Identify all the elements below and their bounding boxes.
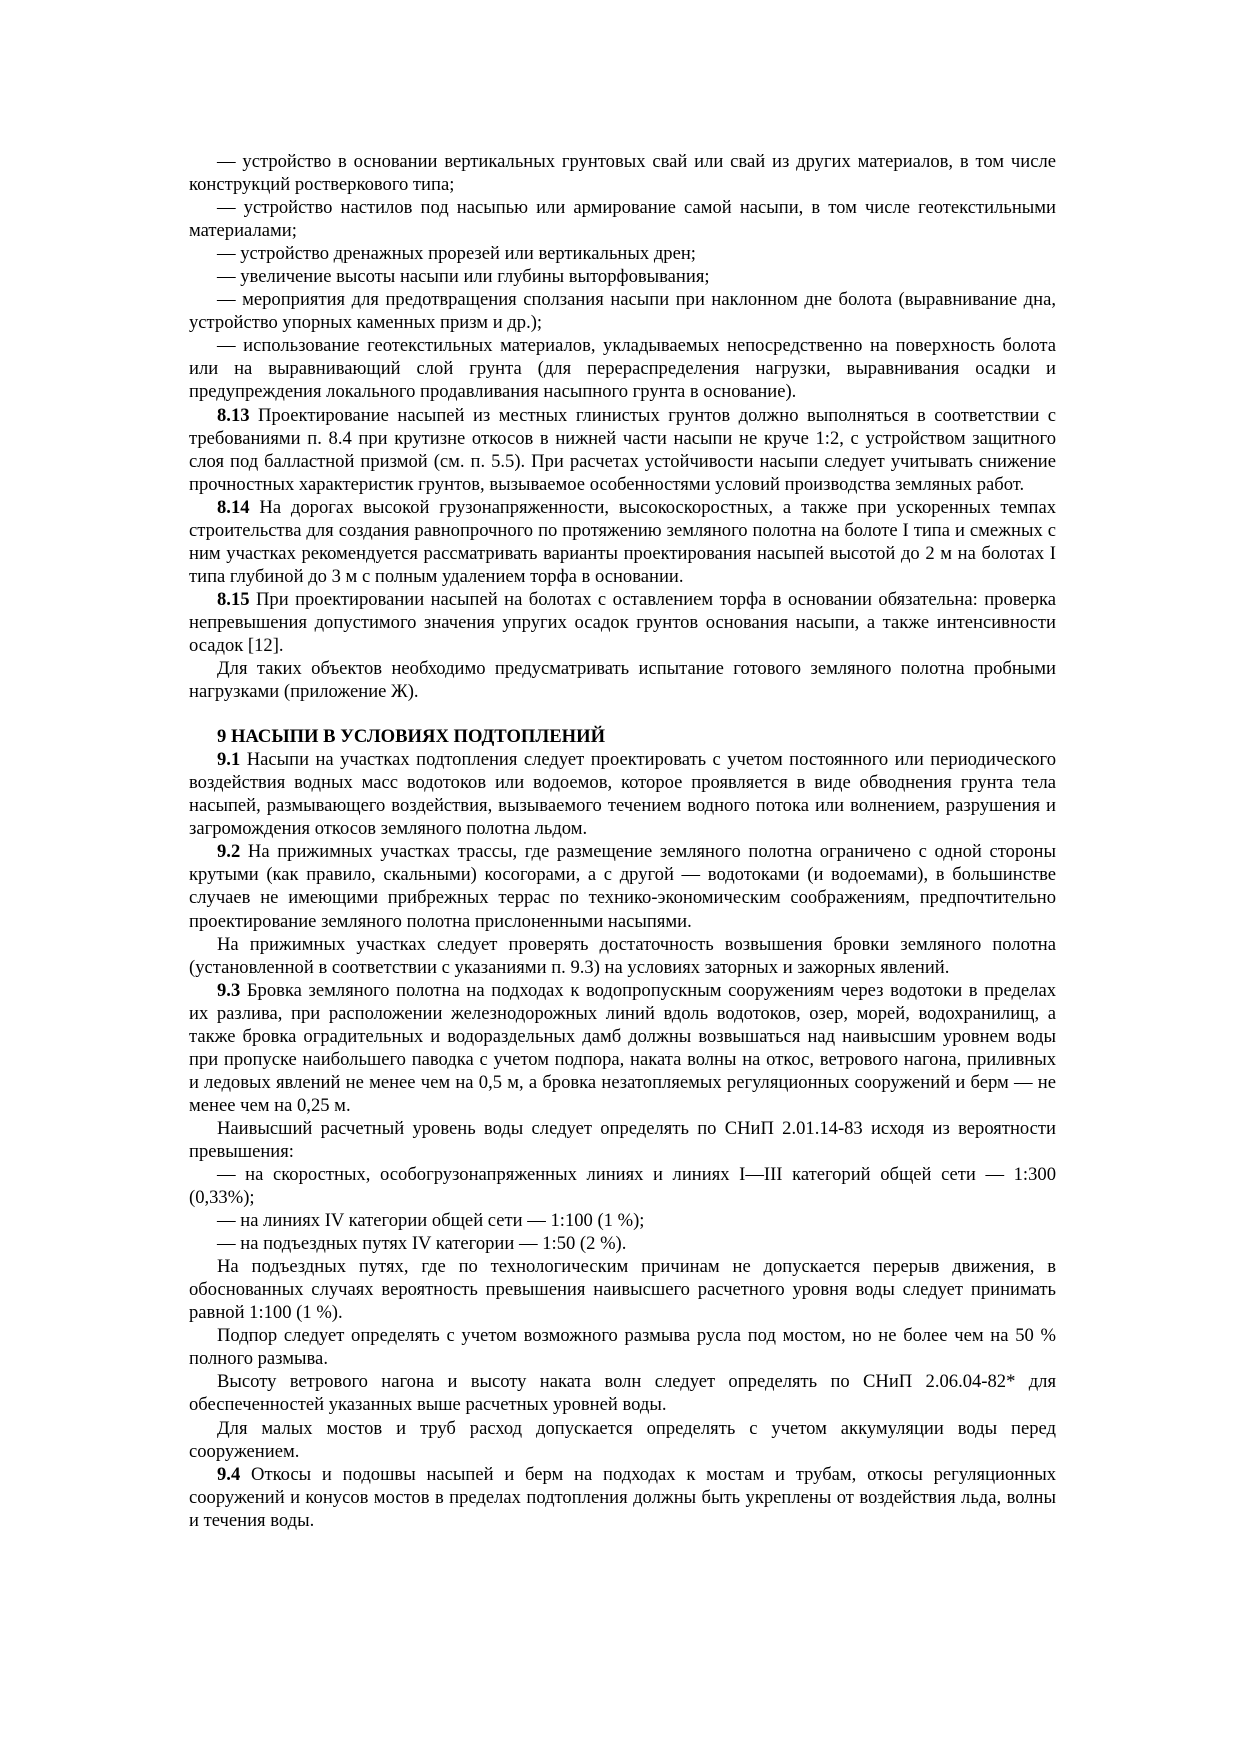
paragraph-9-1 [189,748,1056,840]
paragraph-text: — увеличение высоты насыпи или глубины выторфовывания; [217,266,710,288]
paragraph-text: — на линиях IV категории общей сети — 1:100 (1 %); [217,1210,645,1232]
paragraph-9-4 [189,1463,1056,1532]
paragraph-text: Наивысший расчетный уровень воды следует определять по СНиП 2.01.14-83 исходя из вероятности превышения: [189,1117,1056,1162]
paragraph [189,288,1056,334]
section-heading: 9 НАСЫПИ В УСЛОВИЯХ ПОДТОПЛЕНИЙ [217,726,606,748]
paragraph [189,1255,1056,1324]
paragraph [189,933,1056,979]
paragraph-text: Бровка земляного полотна на подходах к водопропускным сооружениям через водотоки в пределах их разлива, при расположении железнодорожных линий вдоль водотоков, озер, морей, водохранилищ, а также бровка оградительных и водораздельных дамб должны возвышаться над наивысшим уровнем воды при пропуске наибольшего паводка с учетом подпора, наката волны на откос, ветрового нагона, приливных и ледовых явлений не менее чем на 0,5 м, а бровка незатопляемых регуляционных сооружений и берм — не менее чем на 0,25 м. [189,979,1056,1116]
paragraph-text: — устройство дренажных прорезей или вертикальных дрен; [217,243,696,265]
clause-number: 8.14 [217,496,250,518]
paragraph [189,1324,1056,1370]
paragraph [189,334,1056,403]
paragraph [189,150,1056,196]
paragraph-text: На подъездных путях, где по технологическим причинам не допускается перерыв движения, в обоснованных случаях вероятность превышения наивысшего расчетного уровня воды следует принимать равной 1:100 (1 %). [189,1256,1056,1324]
clause-number: 8.13 [217,404,250,426]
paragraph [189,657,1056,703]
clause-number: 9.1 [217,749,241,771]
paragraph [189,1117,1056,1163]
paragraph-text: — устройство в основании вертикальных грунтовых свай или свай из других материалов, в том числе конструкций ростверкового типа; [189,151,1056,196]
paragraph-9-3 [189,979,1056,1117]
paragraph-text: При проектировании насыпей на болотах с оставлением торфа в основании обязательна: проверка непревышения допустимого значения упругих осадок грунтов основания насыпи, а также интенсивности осадок [12]. [189,588,1056,656]
paragraph-text: Проектирование насыпей из местных глинистых грунтов должно выполняться в соответствии с требованиями п. 8.4 при крутизне откосов в нижней части насыпи не круче 1:2, с устройством защитного слоя под балластной призмой (см. п. 5.5). При расчетах устойчивости насыпи следует учитывать снижение прочностных характеристик грунтов, вызываемое особенностями условий производства земляных работ. [189,404,1056,495]
paragraph-text: На дорогах высокой грузонапряженности, высокоскоростных, а также при ускоренных темпах строительства для создания равнопрочного по протяжению земляного полотна на болоте I типа и смежных с ним участках рекомендуется рассматривать варианты проектирования насыпей высотой до 2 м на болотах I типа глубиной до 3 м с полным удалением торфа в основании. [189,496,1056,587]
paragraph [189,1370,1056,1416]
paragraph [189,242,1056,265]
paragraph-text: Для малых мостов и труб расход допускается определять с учетом аккумуляции воды перед сооружением. [189,1417,1056,1462]
paragraph-text: — на подъездных путях IV категории — 1:50 (2 %). [217,1233,627,1255]
paragraph [189,1209,1056,1232]
paragraph [189,1417,1056,1463]
paragraph [189,265,1056,288]
paragraph-8-14 [189,496,1056,588]
paragraph-text: Высоту ветрового нагона и высоту наката волн следует определять по СНиП 2.06.04-82* для обеспеченностей указанных выше расчетных уровней воды. [189,1371,1056,1416]
paragraph-text: Откосы и подошвы насыпей и берм на подходах к мостам и трубам, откосы регуляционных сооружений и конусов мостов в пределах подтопления должны быть укреплены от воздействия льда, волны и течения воды. [189,1463,1056,1531]
clause-number: 9.2 [217,841,241,863]
paragraph-text: На прижимных участках трассы, где размещение земляного полотна ограничено с одной стороны крутыми (как правило, скальными) косогорами, а с другой — водотоками (и водоемами), в большинстве случаев не имеющими прибрежных террас по технико-экономическим соображениям, предпочтительно проектирование земляного полотна прислоненными насыпями. [189,841,1056,932]
paragraph-text: Для таких объектов необходимо предусматривать испытание готового земляного полотна пробными нагрузками (приложение Ж). [189,658,1056,703]
paragraph [189,1163,1056,1209]
paragraph-text: — мероприятия для предотвращения сползания насыпи при наклонном дне болота (выравнивание дна, устройство упорных каменных призм и др.); [189,289,1056,334]
clause-number: 9.3 [217,979,241,1001]
paragraph-text: — использование геотекстильных материалов, укладываемых непосредственно на поверхность болота или на выравнивающий слой грунта (для перераспределения нагрузки, выравнивания осадки и предупреждения локального продавливания насыпного грунта в основание). [189,335,1056,403]
paragraph-text: — устройство настилов под насыпью или армирование самой насыпи, в том числе геотекстильными материалами; [189,197,1056,242]
paragraph-9-2 [189,840,1056,932]
paragraph-text: Насыпи на участках подтопления следует проектировать с учетом постоянного или периодического воздействия водных масс водотоков или водоемов, которое проявляется в виде обводнения грунта тела насыпей, размывающего воздействия, вызываемого течением водного потока или волнением, разрушения и загромождения откосов земляного полотна льдом. [189,749,1056,840]
paragraph-8-13 [189,404,1056,496]
paragraph-8-15 [189,588,1056,657]
clause-number: 9.4 [217,1463,241,1485]
paragraph-text: — на скоростных, особогрузонапряженных линиях и линиях I—III категорий общей сети — 1:300 (0,33%); [189,1164,1056,1209]
paragraph [189,1232,1056,1255]
paragraph-text: На прижимных участках следует проверять достаточность возвышения бровки земляного полотна (установленной в соответствии с указаниями п. 9.3) на условиях заторных и зажорных явлений. [189,933,1056,978]
clause-number: 8.15 [217,588,250,610]
document-page [189,150,1056,1532]
paragraph-text: Подпор следует определять с учетом возможного размыва русла под мостом, но не более чем на 50 % полного размыва. [189,1325,1056,1370]
paragraph [189,196,1056,242]
